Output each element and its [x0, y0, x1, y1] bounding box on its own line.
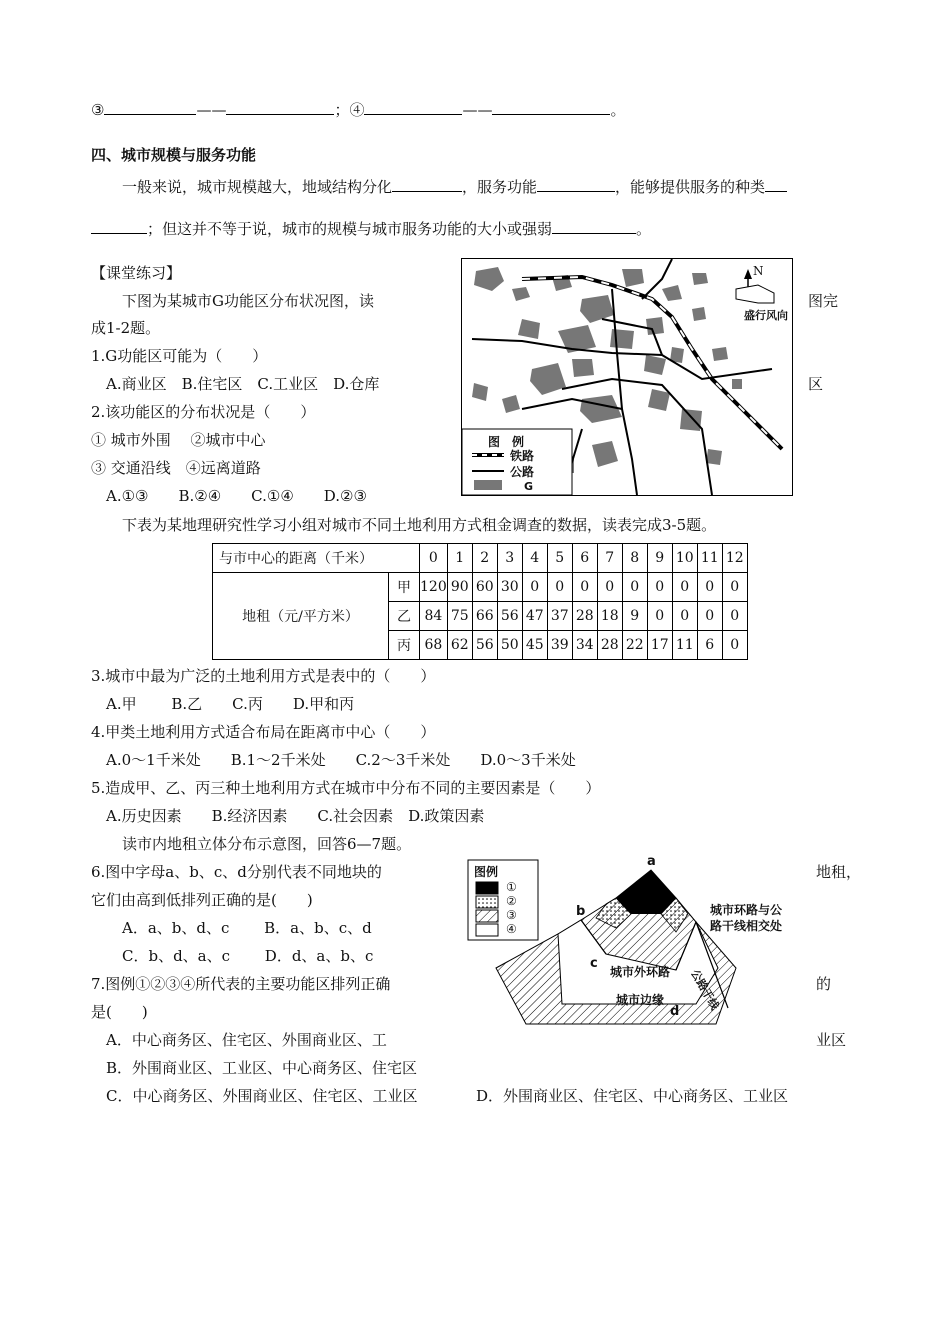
table-cell: 0 [672, 602, 697, 631]
question-1-tail: 区 [808, 375, 824, 393]
table-cell: 28 [572, 602, 597, 631]
table-cell: 120 [420, 573, 448, 602]
table-cell: 75 [447, 602, 472, 631]
question-7-line-2: 是( ) [91, 1003, 148, 1021]
question-6-options-cd: C．b、d、a、c D．d、a、b、c [122, 947, 374, 965]
question-6-options-ab: A．a、b、d、c B．a、b、c、d [122, 919, 372, 937]
table-intro: 下表为某地理研究性学习小组对城市不同土地利用方式租金调查的数据，读表完成3-5题。 [122, 516, 717, 534]
question-3: 3.城市中最为广泛的土地利用方式是表中的（ ） [91, 667, 436, 685]
table-cell: 0 [722, 602, 747, 631]
table-cell: 39 [547, 631, 572, 660]
land-rent-diagram [466, 854, 806, 1026]
question-2-line-2: ③ 交通沿线 ④远离道路 [91, 459, 261, 477]
table-cell: 56 [497, 602, 522, 631]
table-cell: 90 [447, 573, 472, 602]
table-cell: 3 [497, 544, 522, 573]
legend-g: G [524, 480, 534, 493]
ring-junction-label: 城市环路与公 [710, 903, 783, 917]
rent-label: 地租（元/平方米） [213, 573, 389, 660]
north-label: N [753, 264, 764, 278]
table-cell: 0 [522, 573, 547, 602]
table-cell: 18 [597, 602, 622, 631]
table-cell: 0 [420, 544, 448, 573]
table-cell: 45 [522, 631, 547, 660]
question-6-line-2: 它们由高到低排列正确的是( ) [91, 891, 313, 909]
label-b: b [576, 904, 586, 919]
question-1-options: A.商业区 B.住宅区 C.工业区 D.仓库 [106, 375, 380, 393]
row-name: 甲 [389, 573, 420, 602]
table-cell: 28 [597, 631, 622, 660]
legend-3: ③ [506, 908, 517, 922]
table-cell: 7 [597, 544, 622, 573]
question-4-options: A.0～1千米处 B.1～2千米处 C.2～3千米处 D.0～3千米处 [106, 751, 576, 769]
table-cell: 0 [647, 602, 672, 631]
practice-title: 【课堂练习】 [91, 264, 182, 282]
row-name: 乙 [389, 602, 420, 631]
table-cell: 0 [647, 573, 672, 602]
table-cell: 22 [622, 631, 647, 660]
table-cell: 17 [647, 631, 672, 660]
city-edge-label: 城市边缘 [616, 993, 665, 1007]
question-7-option-a-tail: 业区 [816, 1031, 847, 1049]
table-cell: 8 [622, 544, 647, 573]
highway-label: 公路干线 [688, 967, 722, 1013]
table-row [213, 573, 748, 602]
question-6: 6.图中字母a、b、c、d分别代表不同地块的 [91, 863, 382, 881]
table-cell: 50 [497, 631, 522, 660]
legend-title: 图 例 [488, 435, 525, 449]
table-cell: 5 [547, 544, 572, 573]
table-cell: 1 [447, 544, 472, 573]
legend-railway: 铁路 [510, 449, 535, 463]
question-7-option-b: B．外围商业区、工业区、中心商务区、住宅区 [106, 1059, 418, 1077]
table-cell: 10 [672, 544, 697, 573]
paragraph-line-1: 一般来说，城市规模越大，地域结构分化 ，服务功能 ，能够提供服务的种类 [122, 177, 787, 197]
table-cell: 9 [647, 544, 672, 573]
question-4: 4.甲类土地利用方式适合布局在距离市中心（ ） [91, 723, 436, 741]
table-cell: 84 [420, 602, 448, 631]
intro-line-2: 成1-2题。 [91, 319, 161, 337]
wind-label: 盛行风向 [744, 309, 788, 322]
outer-ring-label: 城市外环路 [610, 965, 671, 979]
table-cell: 0 [622, 573, 647, 602]
intro-tail: 图完 [808, 292, 839, 310]
question-5-options: A.历史因素 B.经济因素 C.社会因素 D.政策因素 [106, 807, 485, 825]
intro-line: 下图为某城市G功能区分布状况图，读 [122, 292, 374, 310]
table-cell: 9 [622, 602, 647, 631]
question-5: 5.造成甲、乙、丙三种土地利用方式在城市中分布不同的主要因素是（ ） [91, 779, 601, 797]
table-cell: 0 [572, 573, 597, 602]
fill-line: ③ —— ；④ —— 。 [91, 101, 626, 119]
question-3-options: A.甲 B.乙 C.丙 D.甲和丙 [106, 695, 355, 713]
table-cell: 0 [547, 573, 572, 602]
table-cell: 11 [697, 544, 722, 573]
table-cell: 62 [447, 631, 472, 660]
question-2-options: A.①③ B.②④ C.①④ D.②③ [106, 487, 367, 505]
table-cell: 0 [722, 573, 747, 602]
question-7-option-a: A．中心商务区、住宅区、外围商业区、工 [106, 1031, 387, 1049]
legend-4: ④ [506, 922, 517, 936]
table-cell: 0 [697, 602, 722, 631]
distance-header: 与市中心的距离（千米） [213, 544, 420, 573]
label-a: a [647, 854, 656, 869]
table-cell: 37 [547, 602, 572, 631]
table-cell: 0 [722, 631, 747, 660]
question-2-line-1: ① 城市外围 ②城市中心 [91, 431, 266, 449]
table-cell: 34 [572, 631, 597, 660]
rent-table [212, 543, 748, 660]
table-cell: 6 [572, 544, 597, 573]
legend-road: 公路 [510, 465, 535, 479]
table-cell: 47 [522, 602, 547, 631]
table-cell: 4 [522, 544, 547, 573]
table-cell: 0 [672, 573, 697, 602]
table-cell: 12 [722, 544, 747, 573]
legend-title: 图例 [474, 865, 499, 879]
city-function-map [461, 258, 793, 496]
legend-1: ① [506, 880, 517, 894]
table-cell: 2 [472, 544, 497, 573]
table-cell: 11 [672, 631, 697, 660]
question-6-tail: 地租， [816, 863, 862, 881]
question-2: 2.该功能区的分布状况是（ ） [91, 403, 316, 421]
legend-2: ② [506, 894, 517, 908]
table-cell: 0 [697, 573, 722, 602]
table-cell: 30 [497, 573, 522, 602]
question-7-option-c: C．中心商务区、外围商业区、住宅区、工业区 [106, 1087, 418, 1105]
table-cell: 68 [420, 631, 448, 660]
question-1: 1.G功能区可能为（ ） [91, 347, 268, 365]
paragraph-line-2: ；但这并不等于说，城市的规模与城市服务功能的大小或强弱 。 [91, 219, 651, 239]
table-cell: 66 [472, 602, 497, 631]
table-cell: 60 [472, 573, 497, 602]
question-7-tail: 的 [816, 975, 832, 993]
table-cell: 0 [597, 573, 622, 602]
ring-junction-label-2: 路干线相交处 [710, 919, 783, 933]
figure-2-intro: 读市内地租立体分布示意图，回答6—7题。 [122, 835, 412, 853]
label-d: d [670, 1004, 680, 1019]
row-name: 丙 [389, 631, 420, 660]
label-c: c [590, 956, 598, 971]
question-7-option-d: D．外围商业区、住宅区、中心商务区、工业区 [476, 1087, 789, 1105]
table-row [213, 544, 748, 573]
table-cell: 6 [697, 631, 722, 660]
section-title: 四、城市规模与服务功能 [91, 146, 257, 164]
question-7: 7.图例①②③④所代表的主要功能区排列正确 [91, 975, 391, 993]
table-cell: 56 [472, 631, 497, 660]
